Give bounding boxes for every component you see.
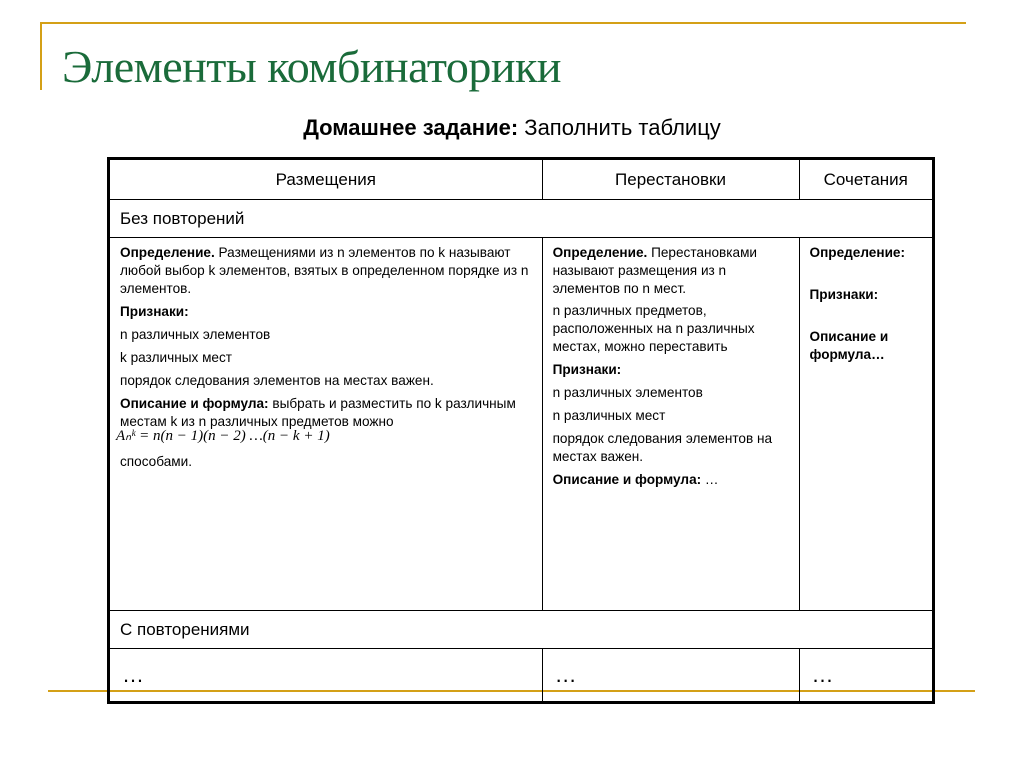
content-row bbox=[109, 238, 934, 611]
desc-label: Описание и формула: bbox=[120, 396, 269, 411]
subtitle-text: Заполнить таблицу bbox=[518, 115, 721, 140]
extra-text: n различных предметов, расположенных на n различных местах, можно переставить bbox=[552, 303, 755, 354]
desc-tail: способами. bbox=[120, 454, 192, 469]
def-label: Определение. bbox=[120, 245, 215, 260]
header-row bbox=[109, 159, 934, 200]
combinatorics-table bbox=[107, 157, 935, 704]
header-cell: Размещения bbox=[109, 159, 543, 200]
section-no-repeat: Без повторений bbox=[109, 200, 934, 238]
desc-label: Описание и формула… bbox=[809, 329, 889, 362]
signs-label: Признаки: bbox=[809, 287, 879, 302]
sign: n различных элементов bbox=[120, 327, 271, 342]
def-label: Определение. bbox=[552, 245, 648, 260]
signs-label: Признаки: bbox=[552, 362, 622, 377]
def-text: Размещениями из n элементов по k называют любой выбор k элементов, взятых в определенном порядке из n элементов. bbox=[120, 245, 529, 296]
placeholder-row bbox=[109, 649, 934, 703]
sign: порядок следования элементов на местах важен. bbox=[120, 373, 434, 388]
desc-label: Описание и формула: bbox=[552, 472, 702, 487]
desc-text: … bbox=[701, 472, 719, 487]
placement-formula: Aₙᵏ = n(n − 1)(n − 2) …(n − k + 1) bbox=[116, 428, 330, 444]
slide-title: Элементы комбинаторики bbox=[62, 41, 561, 92]
placements-cell bbox=[109, 238, 543, 611]
sign: n различных мест bbox=[552, 408, 666, 423]
sign: n различных элементов bbox=[552, 385, 703, 400]
subtitle bbox=[0, 115, 1024, 141]
sign: порядок следования элементов на местах важен. bbox=[552, 431, 773, 464]
top-rule bbox=[40, 22, 966, 24]
subtitle-bold: Домашнее задание: bbox=[303, 115, 519, 140]
combinations-cell bbox=[799, 238, 934, 611]
placeholder-cell: … bbox=[799, 649, 934, 703]
header-cell: Сочетания bbox=[799, 159, 934, 200]
placeholder-cell: … bbox=[542, 649, 799, 703]
desc-text: выбрать и разместить по k различным местам k из n различных предметов можно bbox=[120, 396, 516, 429]
left-rule bbox=[40, 22, 42, 90]
permutations-cell bbox=[542, 238, 799, 611]
section-row bbox=[109, 611, 934, 649]
def-label: Определение: bbox=[809, 245, 906, 260]
def-text: Перестановками называют размещения из n элементов по n мест. bbox=[552, 245, 758, 296]
header-cell: Перестановки bbox=[542, 159, 799, 200]
section-with-repeat: С повторениями bbox=[109, 611, 934, 649]
sign: k различных мест bbox=[120, 350, 233, 365]
signs-label: Признаки: bbox=[120, 304, 189, 319]
section-row bbox=[109, 200, 934, 238]
placeholder-cell: … bbox=[109, 649, 543, 703]
